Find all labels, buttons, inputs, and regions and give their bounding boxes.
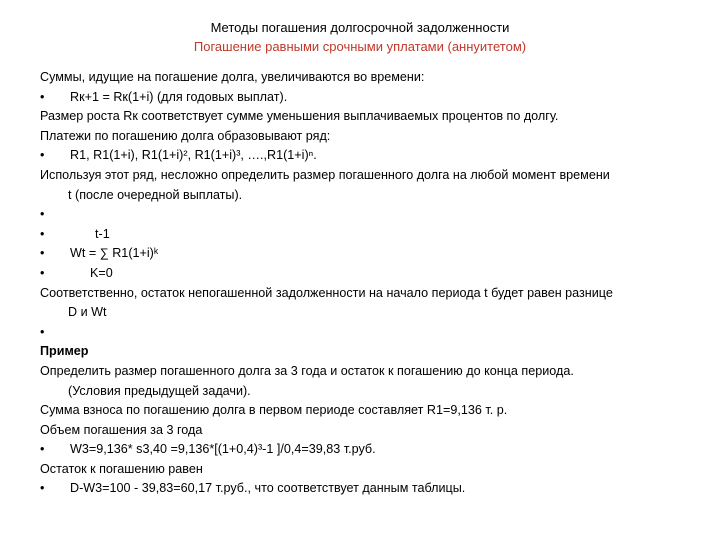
text-line: Объем погашения за 3 года bbox=[40, 422, 203, 437]
bullet-item bbox=[40, 264, 705, 284]
text-line: t (после очередной выплаты). bbox=[68, 187, 243, 202]
bullet-item bbox=[40, 323, 705, 343]
formula-lower-limit: K=0 bbox=[90, 265, 113, 280]
bullet-item bbox=[40, 88, 705, 108]
bullet-item bbox=[40, 244, 705, 264]
formula-upper-limit: t-1 bbox=[95, 226, 110, 241]
text-line: D и Wt bbox=[68, 305, 107, 320]
text-line: Платежи по погашению долга образовывают ряд: bbox=[40, 128, 331, 143]
text-line: Определить размер погашенного долга за 3 года и остаток к погашению до конца периода. bbox=[40, 363, 574, 378]
bullet-marker: • bbox=[40, 89, 45, 104]
example-heading: Пример bbox=[40, 344, 89, 359]
formula-sum: Wt = ∑ R1(1+i)ᵏ bbox=[70, 246, 159, 261]
text-line: Сумма взноса по погашению долга в первом периоде составляет R1=9,136 т. р. bbox=[40, 403, 508, 418]
bullet-marker: • bbox=[40, 265, 45, 280]
text-line: Размер роста Rк соответствует сумме уменьшения выплачиваемых процентов по долгу. bbox=[40, 109, 559, 124]
bullet-text: D-W3=100 - 39,83=60,17 т.руб., что соответствует данным таблицы. bbox=[70, 481, 466, 496]
bullet-marker: • bbox=[40, 442, 45, 457]
slide-content bbox=[40, 68, 705, 499]
text-line: Остаток к погашению равен bbox=[40, 461, 203, 476]
bullet-marker: • bbox=[40, 481, 45, 496]
bullet-text: R1, R1(1+i), R1(1+i)², R1(1+i)³, ….,R1(1+i)ⁿ. bbox=[70, 148, 317, 163]
bullet-marker: • bbox=[40, 246, 45, 261]
text-line: Соответственно, остаток непогашенной задолженности на начало периода t будет равен разнице bbox=[40, 285, 613, 300]
bullet-marker: • bbox=[40, 226, 45, 241]
bullet-item bbox=[40, 205, 705, 225]
bullet-text: W3=9,136* s3,40 =9,136*[(1+0,4)³-1 ]/0,4=39,83 т.руб. bbox=[70, 442, 376, 457]
bullet-marker: • bbox=[40, 207, 45, 222]
text-line: (Условия предыдущей задачи). bbox=[68, 383, 251, 398]
slide-title: Методы погашения долгосрочной задолженности bbox=[210, 20, 510, 35]
bullet-marker: • bbox=[40, 148, 45, 163]
bullet-item bbox=[40, 440, 705, 460]
slide-title-block bbox=[0, 18, 720, 56]
text-line: Суммы, идущие на погашение долга, увеличиваются во времени: bbox=[40, 70, 425, 84]
bullet-item bbox=[40, 225, 705, 245]
bullet-text: Rк+1 = Rк(1+i) (для годовых выплат). bbox=[70, 89, 288, 104]
bullet-item bbox=[40, 146, 705, 166]
text-line: Используя этот ряд, несложно определить размер погашенного долга на любой момент времени bbox=[40, 167, 610, 182]
bullet-marker: • bbox=[40, 324, 45, 339]
slide-subtitle: Погашение равными срочными уплатами (аннуитетом) bbox=[193, 39, 527, 54]
bullet-item bbox=[40, 479, 705, 499]
